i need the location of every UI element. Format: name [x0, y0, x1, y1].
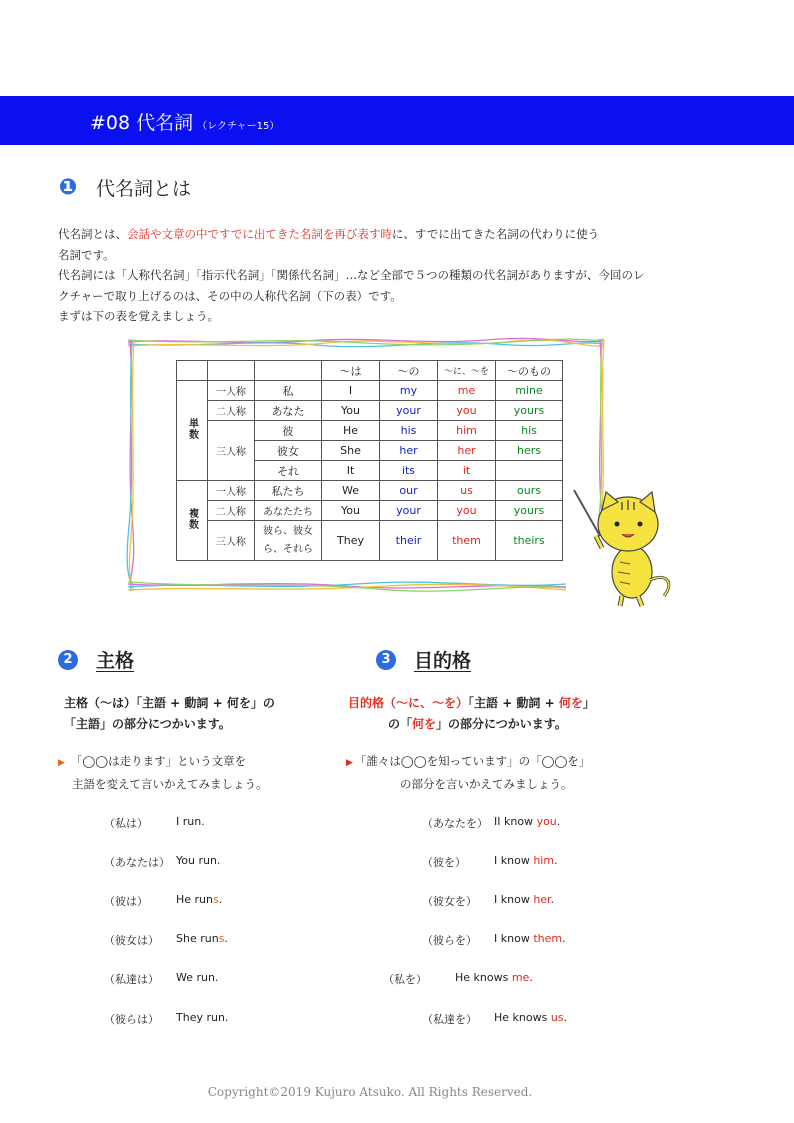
paragraph-line: 代名詞とは、会話や文章の中ですでに出てきた名詞を再び表す時に、すでに出てきた名詞の代わりに使う: [58, 227, 600, 241]
example-row: （彼女は） She runs.: [104, 932, 228, 947]
example-row: （彼らを） I know them.: [422, 932, 566, 947]
cat-teacher-illustration: [570, 488, 682, 608]
example-row: （彼らは） They run.: [104, 1011, 229, 1026]
bullet-arrow-icon: ▶: [346, 758, 353, 768]
section3-heading: [376, 646, 471, 673]
example-row: （私は） I run.: [104, 815, 205, 830]
example-row: （彼は） He runs.: [104, 893, 223, 908]
table-row: 二人称 あなたたち You your you yours: [177, 501, 563, 521]
section3-number: 3: [376, 650, 396, 670]
header-subj: ～は: [322, 361, 380, 381]
section3-instruction: ▶ 「誰々は◯◯を知っています」の「◯◯を」 の部分を言いかえてみましょう。: [346, 754, 591, 791]
table-row: 複数 一人称 私たち We our us ours: [177, 481, 563, 501]
section3-title: 目的格: [414, 650, 472, 672]
example-row: （あなたを） II know you.: [422, 815, 561, 830]
table-row: 三人称 彼ら、彼女ら、それら They their them theirs: [177, 521, 563, 561]
example-row: （彼を） I know him.: [422, 854, 558, 869]
section2-heading: [58, 646, 134, 673]
paragraph-line: クチャーで取り上げるのは、その中の人称代名詞（下の表）です。: [58, 288, 402, 303]
section2-instruction: ▶ 「◯◯は走ります」という文章を 主語を変えて言いかえてみましょう。: [58, 754, 268, 791]
section1-title: 代名詞とは: [96, 178, 192, 200]
copyright-footer: Copyright©2019 Kujuro Atsuko. All Rights Reserved.: [207, 1085, 533, 1099]
example-row: （私を） He knows me.: [383, 971, 533, 986]
highlight-text: 会話や文章の中ですでに出てきた名詞を再び表す時: [127, 227, 392, 241]
example-row: （彼女を） I know her.: [422, 893, 555, 908]
section2-title: 主格: [96, 650, 135, 672]
singular-label: 単数: [177, 381, 208, 481]
example-row: （私達を） He knows us.: [422, 1011, 568, 1026]
table-row: 二人称 あなた You your you yours: [177, 401, 563, 421]
header-pron: ～のもの: [496, 361, 563, 381]
page-subtitle: （レクチャー15）: [197, 121, 280, 132]
plural-label: 複数: [177, 481, 208, 561]
table-header-row: [177, 361, 563, 381]
section3-lead: 目的格（～に、～を）「主語 + 動詞 + 何を」 の「何を」の部分につかいます。: [348, 696, 595, 731]
example-row: （あなたは） You run.: [104, 854, 221, 869]
table-row: 彼女 She her her hers: [177, 441, 563, 461]
header-obj: ～に、～を: [438, 361, 496, 381]
section2-number: 2: [58, 650, 78, 670]
table-row: 三人称 彼 He his him his: [177, 421, 563, 441]
table-row: 単数 一人称 私 I my me mine: [177, 381, 563, 401]
table-row: それ It its it: [177, 461, 563, 481]
example-row: （私達は） We run.: [104, 971, 219, 986]
page-title: #08 代名詞 （レクチャー15）: [90, 112, 280, 134]
section2-lead: 主格（～は）「主語 + 動詞 + 何を」の 「主語」の部分につかいます。: [64, 696, 275, 731]
section1-number: ❶: [58, 175, 78, 200]
header-poss: ～の: [380, 361, 438, 381]
paragraph-line: 代名詞には「人称代名詞」「指示代名詞」「関係代名詞」…など全部で５つの種類の代名詞がありますが、今回のレ: [58, 268, 645, 282]
paragraph-line: まずは下の表を覚えましょう。: [58, 309, 219, 323]
section1-body: [58, 224, 698, 327]
header-banner: [0, 96, 794, 145]
paragraph-line: 名詞です。: [58, 247, 115, 262]
pronoun-table: [176, 360, 563, 561]
bullet-arrow-icon: ▶: [58, 758, 65, 768]
section1-heading: [58, 174, 191, 201]
